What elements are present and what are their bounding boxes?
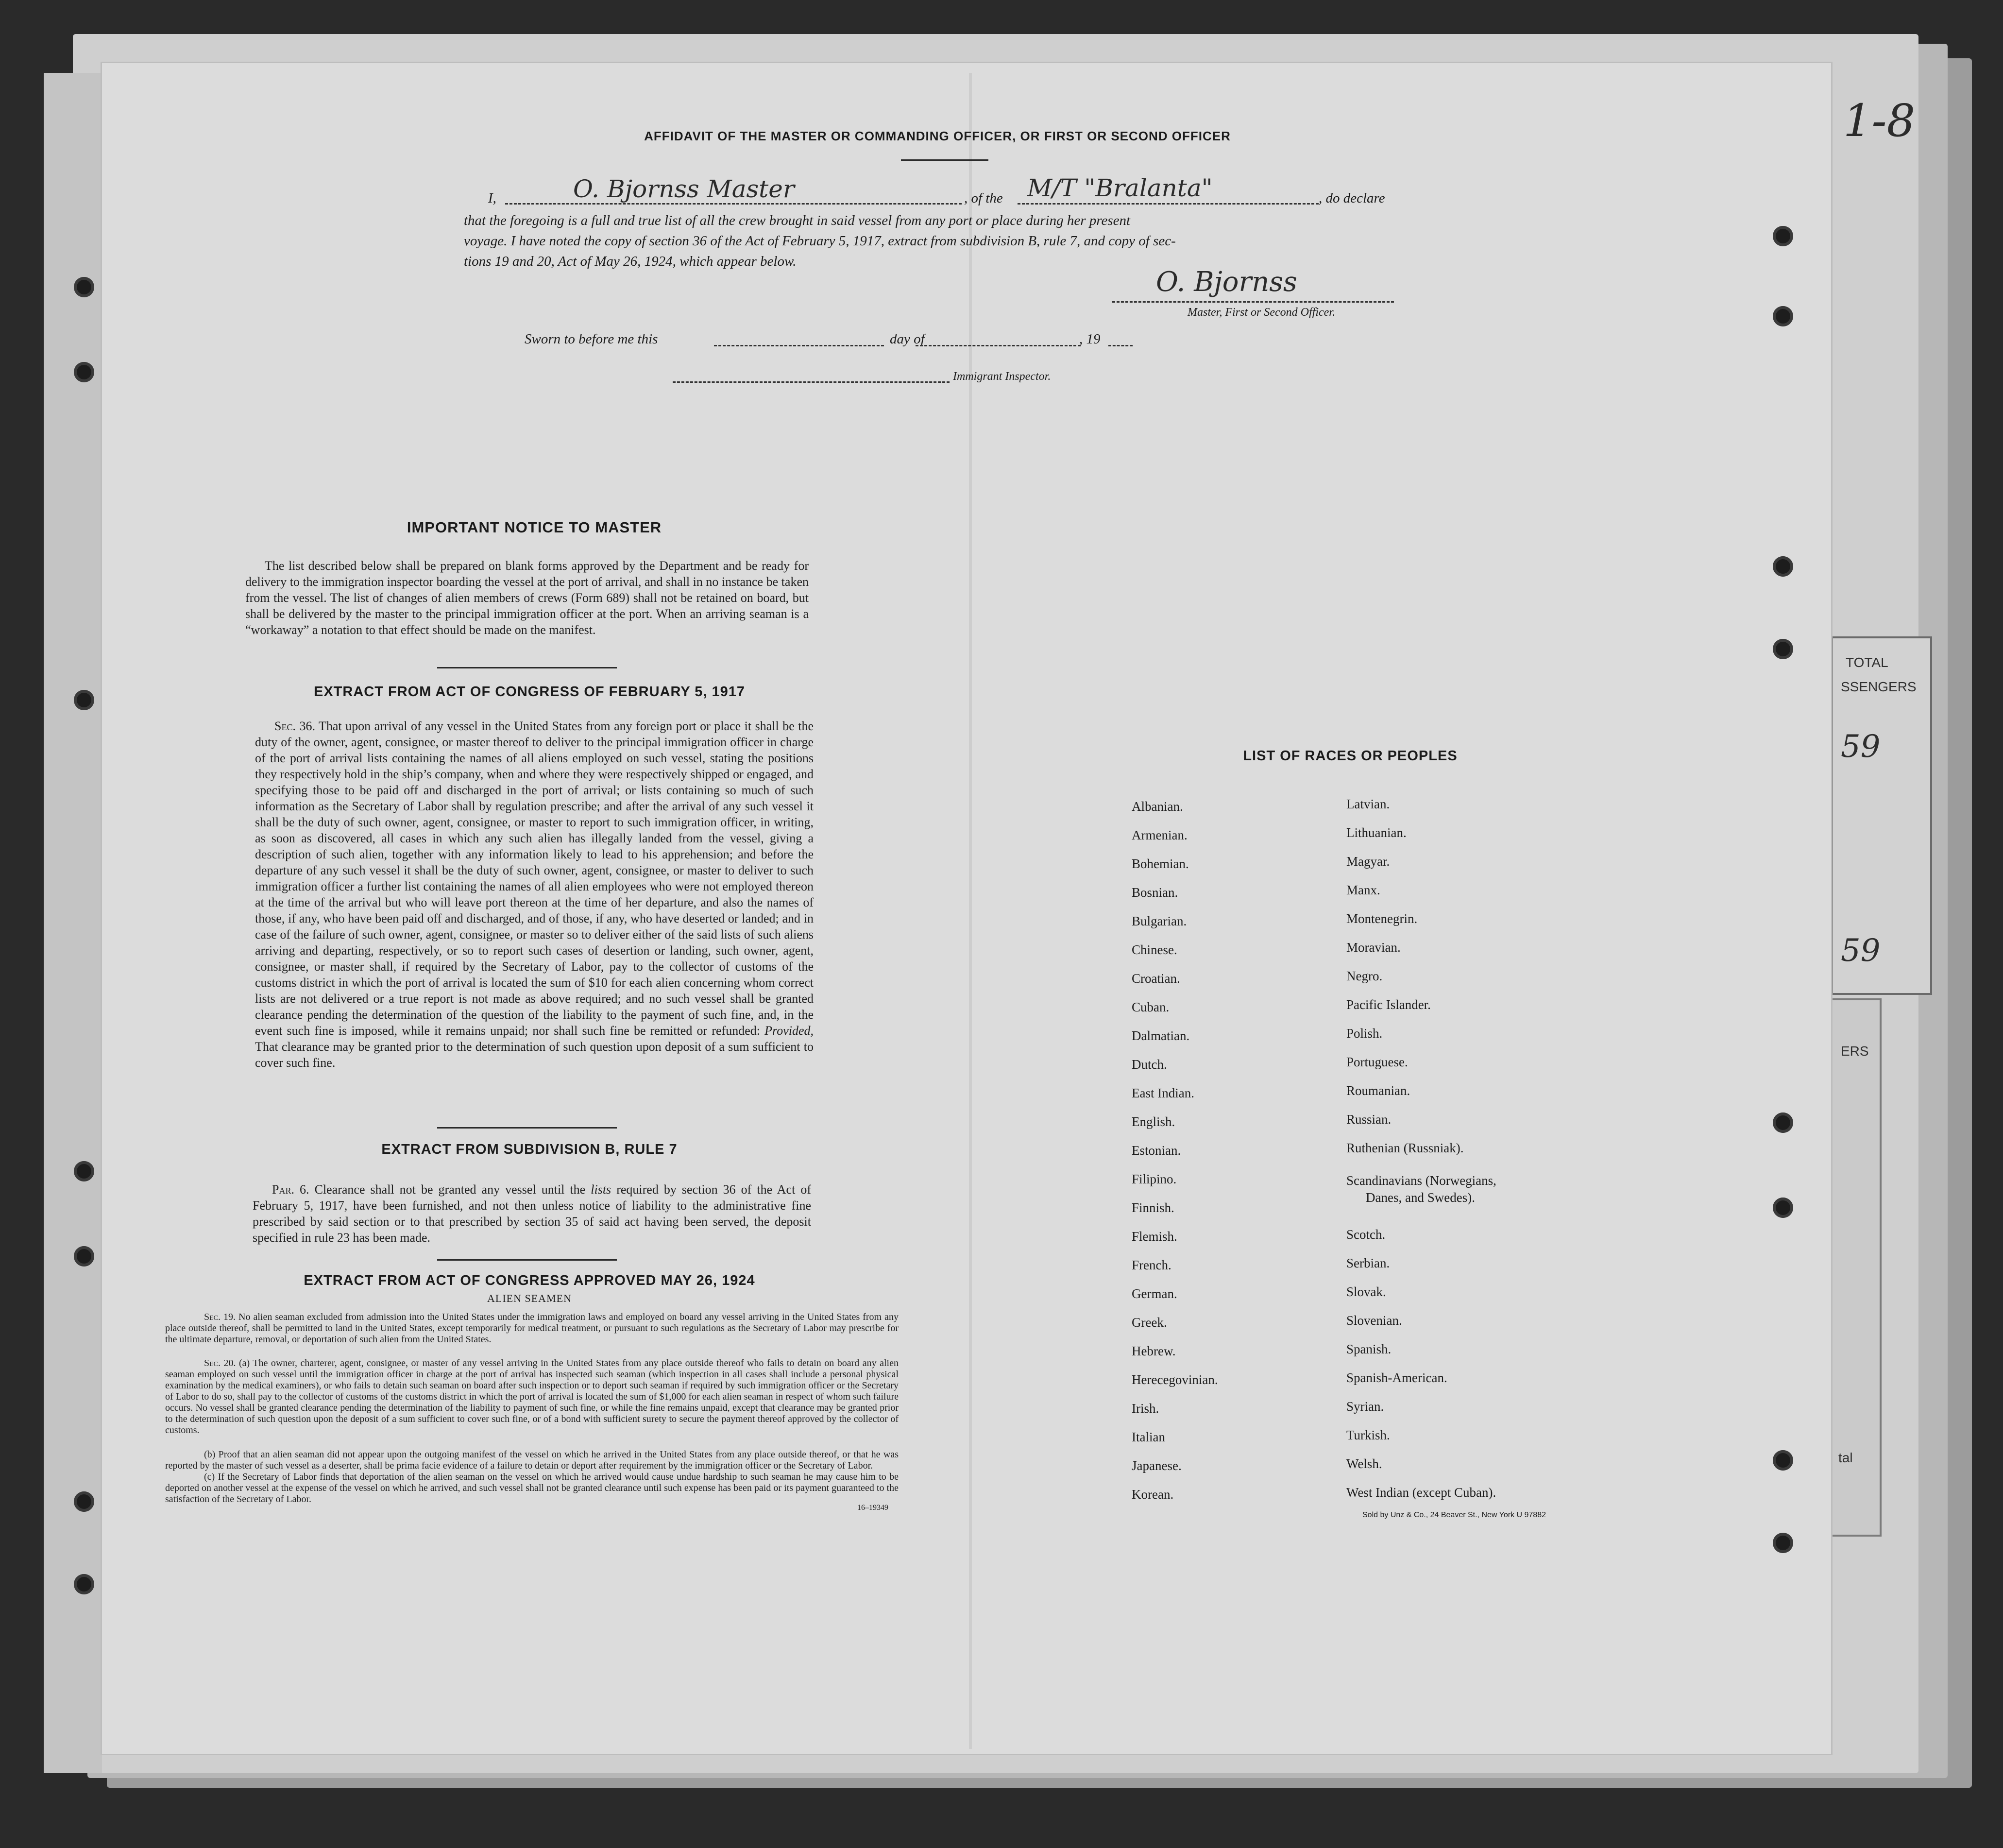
- race-item: German.: [1132, 1286, 1177, 1301]
- section-20a-text: [165, 1358, 899, 1436]
- vessel-name: M/T "Bralanta": [1027, 174, 1213, 202]
- section-19-body: No alien seaman excluded from admission into the United States under the immigration laws and employed on board any vessel arriving in the United States from any place outside thereof, shall be permitted to land in the United States, except temporarily for medical treatment, or pursuant to such regulations as the Secretary of Labor may prescribe for the ultimate departure, removal, or deportation of such alien from the United States.: [165, 1312, 899, 1345]
- race-item: Chinese.: [1132, 942, 1177, 957]
- extract-rule7-title: EXTRACT FROM SUBDIVISION B, RULE 7: [381, 1142, 678, 1157]
- extract-1917-title: EXTRACT FROM ACT OF CONGRESS OF FEBRUARY 5, 1917: [313, 684, 746, 700]
- race-item: Armenian.: [1132, 828, 1188, 842]
- divider: [437, 1259, 617, 1261]
- sworn-day-line: [714, 345, 884, 346]
- race-item: Hebrew.: [1132, 1344, 1176, 1358]
- race-item: Polish.: [1346, 1026, 1383, 1041]
- notice-text: The list described below shall be prepared on blank forms approved by the Department and be ready for delivery to the immigration inspector boarding the vessel at the port of arrival, and shall in no instance be taken from the vessel. The list of changes of alien members of crews (Form 689) shall not be retained on board, but shall be delivered by the master to the principal immigration officer at the port. When an arriving seaman is a “workaway” a notation to that effect should be made on the manifest.: [245, 559, 809, 637]
- binder-hole: [74, 1246, 94, 1266]
- race-item: Turkish.: [1346, 1428, 1390, 1442]
- divider: [437, 667, 617, 668]
- affidavit-line-2: that the foregoing is a full and true list of all the crew brought in said vessel from any port or place during her present: [464, 213, 1131, 228]
- binder-hole: [74, 1574, 94, 1594]
- par-6-body-a: Clearance shall not be granted any vessel until the: [314, 1182, 586, 1197]
- race-item: French.: [1132, 1258, 1171, 1272]
- race-item: Korean.: [1132, 1487, 1174, 1502]
- race-item: Manx.: [1346, 883, 1380, 897]
- race-item: Latvian.: [1346, 797, 1390, 811]
- race-item: Serbian.: [1346, 1256, 1390, 1270]
- underlying-passengers-label: SSENGERS: [1841, 679, 1917, 694]
- race-item: Slovenian.: [1346, 1313, 1402, 1328]
- race-item: Syrian.: [1346, 1399, 1384, 1414]
- underlying-total-value: 59: [1841, 933, 1881, 969]
- binder-hole: [74, 362, 94, 382]
- section-20a-body: (a) The owner, charterer, agent, consignee, or master of any vessel arriving in the United States from any place outside thereof who fails to detain on board any alien seaman employed on such vessel until the immigration officer in charge at the port of arrival has inspected such seaman (which inspection in all cases shall include a personal physical examination by the medical examiners), or who fails to detain such seaman on board after such inspection or to deport such seaman if required by such immigration officer or the Secretary of Labor to do so, shall pay to the collector of customs of the customs district in which the port of arrival is located the sum of $1,000 for each alien seaman in respect of whom such failure occurs. No vessel shall be granted clearance pending the determination of the liability to payment of such fine, or while the fine remains unpaid, except that clearance may be granted prior to the determination of such question upon the deposit of a sum sufficient to cover such fine, or of a bond with sufficient surety to secure the payment thereof approved by the collector of customs.: [165, 1358, 899, 1436]
- race-item: Irish.: [1132, 1401, 1159, 1416]
- alien-seamen-subtitle: ALIEN SEAMEN: [487, 1292, 572, 1304]
- race-item: Italian: [1132, 1430, 1165, 1444]
- race-item: Bohemian.: [1132, 856, 1189, 871]
- year-label: , 19: [1079, 331, 1101, 347]
- race-item: Filipino.: [1132, 1172, 1177, 1186]
- binder-hole: [1773, 1112, 1793, 1133]
- binder-hole: [1773, 1198, 1793, 1218]
- race-item: Scotch.: [1346, 1227, 1386, 1242]
- page-binding-strip: [44, 73, 102, 1773]
- par-6-text: [253, 1181, 811, 1246]
- underlying-total-value: 59: [1841, 729, 1881, 765]
- sworn-month-line: [916, 345, 1081, 346]
- section-36-body: That upon arrival of any vessel in the United States from any foreign port or place it shall be the duty of the owner, agent, consignee, or master thereof to deliver to the principal immigration officer in charge of the port of arrival lists containing the names of all aliens employed on such vessel, stating the positions they respectively hold in the ship’s company, when and where they were respectively shipped or engaged, and specifying those to be paid off and discharged in the port of arrival; or lists containing so much of such information as the Secretary of Labor shall by regulation prescribe; and after the arrival of any such vessel it shall be the duty of such owner, agent, consignee, or master to report to such immigration officer, in writing, as soon as discovered, all cases in which any such alien has illegally landed from the vessel, giving a description of such alien, together with any information likely to lead to his apprehension; and before the departure of any such vessel it shall be the duty of such owner, agent, consignee, or master to deliver to such immigration officer a further list containing the names of all alien employees who were not employed thereon at the time of the arrival but who will leave port thereon at the time of her departure, and also the names of those, if any, who have been paid off and discharged, and of those, if any, who have deserted or landed; and in case of the failure of such owner, agent, consignee, or master so to deliver either of the said lists of such aliens arriving and departing, respectively, or so to report such cases of desertion or landing, such owner, agent, consignee, or master shall, if required by the Secretary of Labor, pay to the collector of customs of the customs district in which the port of arrival is located the sum of $10 for each alien concerning whom correct lists are not delivered or a true report is not made as above required; and no such vessel shall be granted clearance pending the determination of the question of the liability to the payment of such fine, and, in the event such fine is imposed, while it remains unpaid; nor shall such fine be remitted or refunded:: [255, 719, 814, 1038]
- binder-hole: [74, 1491, 94, 1512]
- race-item: Cuban.: [1132, 1000, 1170, 1014]
- binder-hole: [74, 1161, 94, 1181]
- provided-label: Provided,: [764, 1024, 814, 1038]
- section-20-label: Sec. 20.: [204, 1358, 236, 1369]
- binder-hole: [74, 277, 94, 297]
- extract-1924-title: EXTRACT FROM ACT OF CONGRESS APPROVED MAY 26, 1924: [304, 1273, 755, 1288]
- races-title: LIST OF RACES OR PEOPLES: [1243, 748, 1458, 764]
- race-item: Negro.: [1346, 969, 1383, 983]
- page-fold: [969, 73, 972, 1749]
- binder-hole: [1773, 1533, 1793, 1553]
- master-signature: O. Bjornss: [1156, 266, 1297, 298]
- binder-hole: [1773, 556, 1793, 577]
- race-item: Bosnian.: [1132, 885, 1178, 900]
- race-item: East Indian.: [1132, 1086, 1194, 1100]
- race-item: Portuguese.: [1346, 1055, 1408, 1069]
- day-of-label: day of: [890, 331, 925, 347]
- section-36-label: Sec. 36.: [274, 719, 315, 733]
- inspector-line: [673, 381, 950, 383]
- race-item: Bulgarian.: [1132, 914, 1187, 928]
- section-36-text: [255, 718, 814, 1071]
- master-name-line: [505, 203, 962, 205]
- printer-credit: Sold by Unz & Co., 24 Beaver St., New York U 97882: [1362, 1511, 1546, 1519]
- divider: [437, 1127, 617, 1129]
- underlying-total-label: TOTAL: [1846, 655, 1888, 670]
- affidavit-title: AFFIDAVIT OF THE MASTER OR COMMANDING OFFICER, OR FIRST OR SECOND OFFICER: [644, 129, 1231, 143]
- section-36-end: That clearance may be granted prior to the determination of such question upon deposit of a sum sufficient to cover such fine.: [255, 1040, 814, 1070]
- race-item: English.: [1132, 1114, 1175, 1129]
- section-19-text: [165, 1312, 899, 1345]
- binder-hole: [1773, 306, 1793, 326]
- notice-title: IMPORTANT NOTICE TO MASTER: [407, 519, 662, 536]
- section-20b-text: (b) Proof that an alien seaman did not appear upon the outgoing manifest of the vessel on which he arrived in the United States from any place outside thereof, or that he was reported by the master of such vessel as a deserter, shall be prima facie evidence of a failure to detain or deport after requirement by the immigration officer or the Secretary of Labor.: [165, 1449, 899, 1471]
- lists-word: lists: [591, 1182, 611, 1197]
- race-item: Slovak.: [1346, 1284, 1386, 1299]
- par-6-label: Par. 6.: [272, 1182, 309, 1197]
- sworn-label: Sworn to before me this: [525, 331, 658, 347]
- race-item: Lithuanian.: [1346, 825, 1407, 840]
- race-item: Moravian.: [1346, 940, 1401, 955]
- race-item: Croatian.: [1132, 971, 1180, 986]
- form-number: 16–19349: [857, 1504, 888, 1512]
- race-item: West Indian (except Cuban).: [1346, 1485, 1496, 1500]
- sworn-year-line: [1108, 345, 1133, 346]
- signature-caption: Master, First or Second Officer.: [1188, 306, 1335, 319]
- race-item: Dutch.: [1132, 1057, 1167, 1072]
- affidavit-of-the-label: , of the: [964, 190, 1003, 206]
- par-6-body-b: required by section 36 of the Act of February 5, 1917, have been furnished, and not then unless notice of liability to the administrative fine prescribed by said section or to that prescribed by section 35 of said act having been served, the deposit specified in rule 23 has been made.: [253, 1182, 811, 1245]
- race-item: Scandinavians (Norwegians,: [1346, 1173, 1496, 1188]
- race-item: Dalmatian.: [1132, 1028, 1190, 1043]
- underlying-label: tal: [1838, 1450, 1853, 1465]
- race-item: Spanish.: [1346, 1342, 1392, 1356]
- binder-hole: [1773, 1450, 1793, 1471]
- corner-handwritten-mark: 1-8: [1843, 95, 1916, 147]
- race-item: Spanish-American.: [1346, 1370, 1447, 1385]
- race-item: Welsh.: [1346, 1456, 1382, 1471]
- race-item: Japanese.: [1132, 1458, 1182, 1473]
- race-item: Herecegovinian.: [1132, 1372, 1218, 1387]
- race-item: Estonian.: [1132, 1143, 1181, 1158]
- race-item: Roumanian.: [1346, 1083, 1410, 1098]
- affidavit-i-label: I,: [488, 190, 496, 206]
- race-item: Flemish.: [1132, 1229, 1177, 1244]
- section-20c-text: (c) If the Secretary of Labor finds that deportation of the alien seaman on the vessel on which he arrived would cause undue hardship to such seaman he may cause him to be deported on another vessel at the expense of the vessel on which he arrived, and such vessel shall not be granted clearance until such expense has been paid or its payment guaranteed to the satisfaction of the Secretary of Labor.: [165, 1472, 899, 1505]
- binder-hole: [1773, 639, 1793, 659]
- vessel-name-line: [1018, 203, 1319, 205]
- race-item: Greek.: [1132, 1315, 1167, 1330]
- race-item: Ruthenian (Russniak).: [1346, 1141, 1464, 1155]
- section-19-label: Sec. 19.: [204, 1312, 236, 1322]
- race-item: Magyar.: [1346, 854, 1390, 869]
- race-item: Albanian.: [1132, 799, 1183, 814]
- race-item: Pacific Islander.: [1346, 997, 1431, 1012]
- affidavit-line-3: voyage. I have noted the copy of section 36 of the Act of February 5, 1917, extract from subdivision B, rule 7, and copy of sec-: [464, 233, 1176, 249]
- binder-hole: [1773, 226, 1793, 246]
- signature-line: [1112, 301, 1394, 303]
- race-item: Danes, and Swedes).: [1366, 1190, 1475, 1205]
- race-item: Russian.: [1346, 1112, 1392, 1127]
- race-item: Montenegrin.: [1346, 911, 1418, 926]
- affidavit-line-4: tions 19 and 20, Act of May 26, 1924, which appear below.: [464, 254, 797, 269]
- inspector-label: Immigrant Inspector.: [953, 370, 1051, 383]
- affidavit-do-declare: , do declare: [1319, 190, 1385, 206]
- divider: [901, 159, 988, 161]
- master-name: O. Bjornss Master: [573, 175, 795, 203]
- race-item: Finnish.: [1132, 1200, 1174, 1215]
- underlying-label: ERS: [1841, 1044, 1869, 1059]
- binder-hole: [74, 690, 94, 710]
